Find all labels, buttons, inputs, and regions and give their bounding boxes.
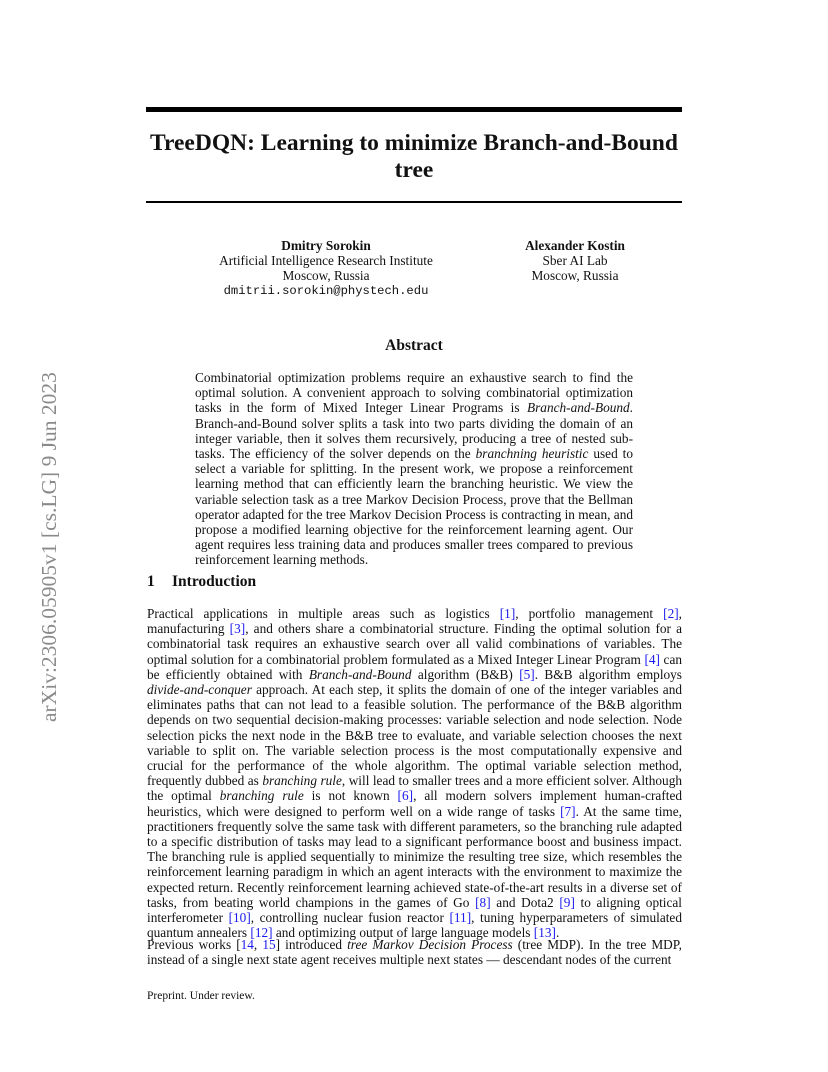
citation-link[interactable]: [ 4 ] <box>644 652 660 667</box>
author-email[interactable]: dmitrii.sorokin@phystech.edu <box>223 283 429 298</box>
citation-link[interactable]: [ 6 ] <box>398 788 414 803</box>
title-rule-top <box>146 107 682 112</box>
title-rule-bottom <box>146 201 682 203</box>
section-heading-introduction <box>147 573 256 591</box>
author-name: Alexander Kostin <box>525 238 625 253</box>
author-block-1 <box>206 238 446 299</box>
author-affiliation: Sber AI Lab <box>542 253 608 269</box>
abstract-text: Combinatorial optimization problems require an exhaustive search to find the optimal solution. A convenient approach to solving combinatorial optimization tasks in the form of Mixed Integer Linear Programs is Branch-and-Bound. Branch-and-Bound solver splits a task into two parts dividing the domain of an integer variable, then it solves them recursively, producing a tree of nested sub-tasks. The efficiency of the solver depends on the branchning heuristic used to select a variable for splitting. In the present work, we propose a reinforcement learning method that can efficiently learn the branching heuristic. We view the variable selection task as a tree Markov Decision Process, prove that the Bellman operator adapted for the tree Markov Decision Process is contracting in mean, and propose a modified learning objective for the reinforcement learning agent. Our agent requires less training data and produces smaller trees compared to previous reinforcement learning methods. <box>195 370 633 568</box>
author-affiliation: Artificial Intelligence Research Institute <box>219 253 433 269</box>
citation-link[interactable]: [ 5 ] <box>519 667 535 682</box>
citation-link[interactable]: [ 9 ] <box>559 895 575 910</box>
author-block-2 <box>496 238 654 284</box>
author-location: Moscow, Russia <box>531 268 619 284</box>
citation-link[interactable]: [ 7 ] <box>560 804 576 819</box>
author-name: Dmitry Sorokin <box>281 238 371 253</box>
section-title: Introduction <box>172 573 257 590</box>
citation-link[interactable]: [ 13 ] <box>534 925 556 940</box>
citation-link[interactable]: 14 <box>240 937 254 952</box>
citation-link[interactable]: [ 8 ] <box>475 895 491 910</box>
citation-link[interactable]: [ 3 ] <box>230 621 246 636</box>
page-footer: Preprint. Under review. <box>147 990 255 1002</box>
author-location: Moscow, Russia <box>282 268 370 284</box>
section-number: 1 <box>147 573 155 590</box>
citation-link[interactable]: [ 12 ] <box>250 925 272 940</box>
citation-link[interactable]: [ 11 ] <box>449 910 471 925</box>
citation-link[interactable]: [ 10 ] <box>229 910 251 925</box>
arxiv-identifier: arXiv:2306.05905v1 [cs.LG] 9 Jun 2023 <box>37 372 61 722</box>
paper-title: TreeDQN: Learning to minimize Branch-and-Bound tree <box>150 130 678 183</box>
introduction-paragraph-1: Practical applications in multiple areas such as logistics [ 1 ] , portfolio management [ 2 ] , manufacturing [ 3 ] , and others share a combinatorial structure. Finding the optimal solution for a combinatorial task requires an exhaustive search over all valid combinations of variables. The optimal solution for a combinatorial problem formulated as a Mixed Integer Linear Program [ 4 ] can be efficiently obtained with Branch-and-Bound algorithm (B&B) [ 5 ] . B&B algorithm employs divide-and-conquer approach. At each step, it splits the domain of one of the integer variables and eliminates paths that can not lead to a feasible solution. The performance of the B&B algorithm depends on two sequential decision-making processes: variable selection and node selection. Node selection picks the next node in the B&B tree to evaluate, and variable selection chooses the next variable to split on. The variable selection process is the most computationally expensive and crucial for the performance of the whole algorithm. The optimal variable selection method, frequently dubbed as branching rule, will lead to smaller trees and a more efficient solver. Although the optimal branching rule is not known [ 6 ] , all modern solvers implement human-crafted heuristics, which were designed to perform well on a wide range of tasks [ 7 ] . At the same time, practitioners frequently solve the same task with different parameters, so the branching rule adapted to a specific distribution of tasks may lead to a significant performance boost and business impact. The branching rule is applied sequentially to minimize the resulting tree size, which resembles the reinforcement learning paradigm in which an agent interacts with the environment to maximize the expected return. Recently reinforcement learning achieved state-of-the-art results in a diverse set of tasks, from beating world champions in the games of Go [ 8 ] and Dota2 [ 9 ] to aligning optical interferometer [ 10 ] , controlling nuclear fusion reactor [ 11 ] , tuning hyperparameters of simulated quantum annealers [ 12 ] and optimizing output of large language models [ 13 ] . <box>147 606 682 940</box>
introduction-paragraph-2: Previous works [14, 15] introduced tree Markov Decision Process (tree MDP). In the tree MDP, instead of a single next state agent receives multiple next states — descendant nodes of the current <box>147 937 682 968</box>
citation-link[interactable]: [ 2 ] <box>663 606 679 621</box>
abstract-heading: Abstract <box>385 337 443 354</box>
citation-link[interactable]: 15 <box>262 937 276 952</box>
citation-link[interactable]: [ 1 ] <box>500 606 516 621</box>
